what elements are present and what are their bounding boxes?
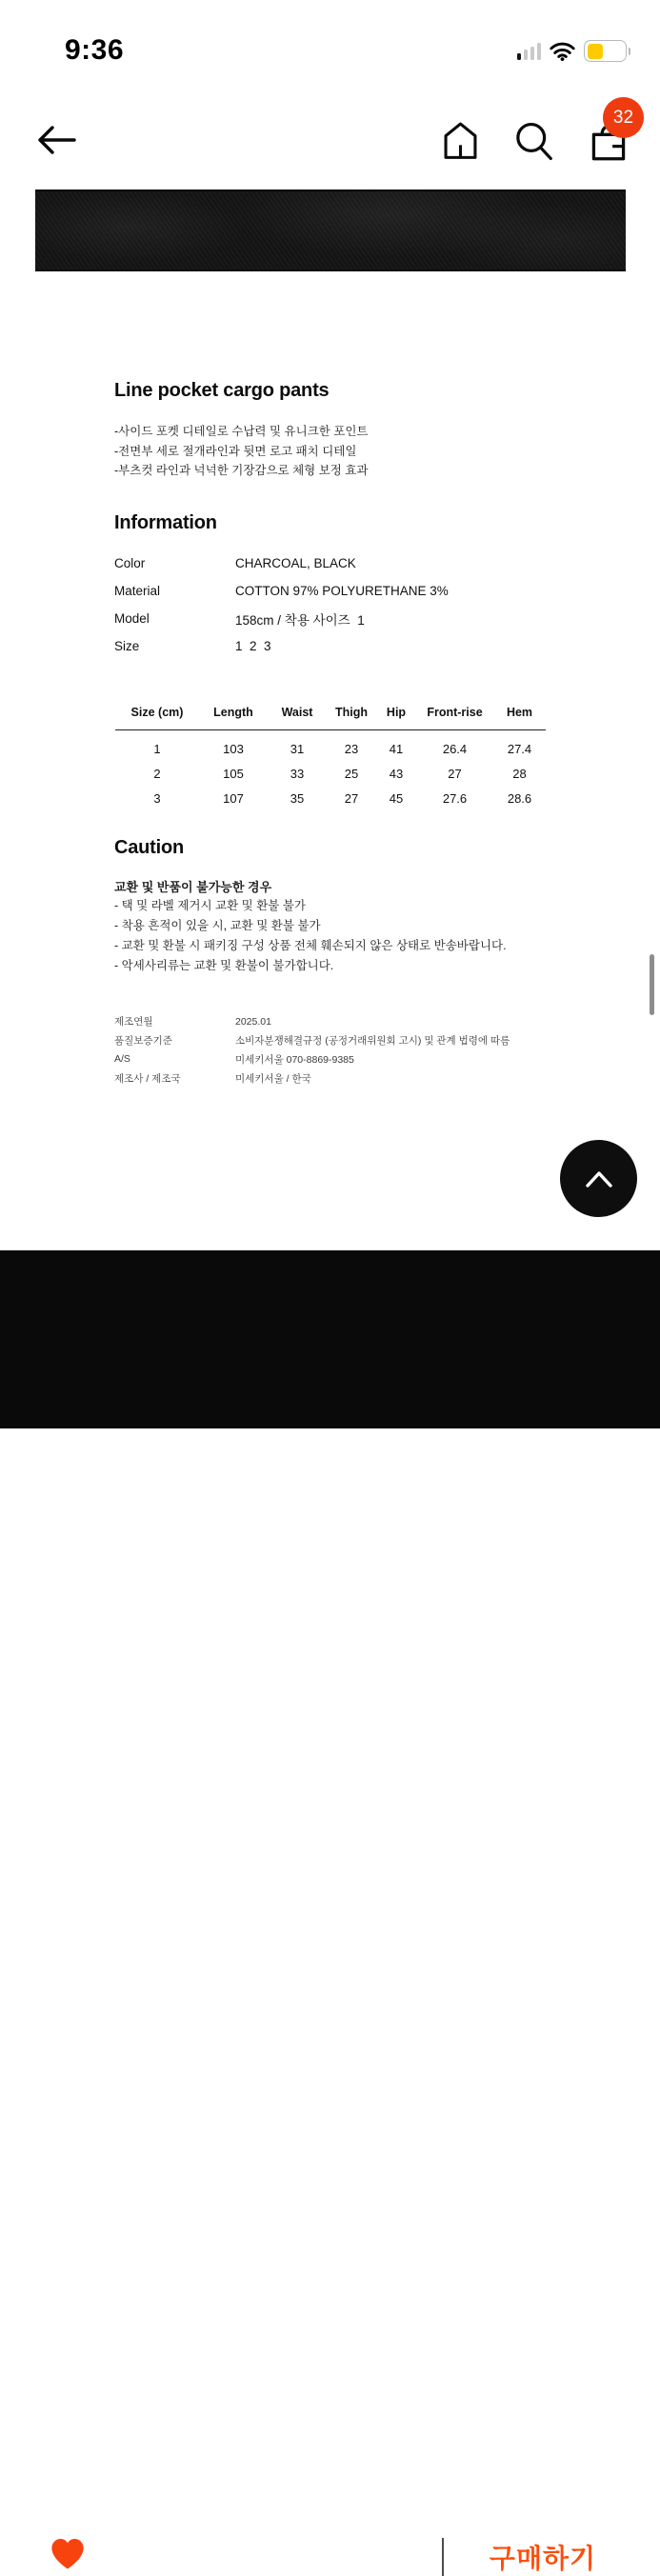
table-cell: 43 — [389, 767, 404, 781]
footer-label: A/S — [114, 1053, 130, 1066]
status-time: 9:36 — [65, 34, 125, 66]
cart-badge[interactable]: 32 — [603, 97, 644, 138]
table-cell: 27 — [344, 791, 359, 806]
info-row — [114, 577, 449, 605]
product-title: Line pocket cargo pants — [114, 380, 330, 401]
manufacture-info — [114, 1012, 510, 1088]
home-icon[interactable] — [442, 121, 479, 160]
table-header-cell: Front-rise — [427, 706, 483, 719]
back-arrow-icon[interactable] — [34, 120, 78, 160]
table-cell: 25 — [344, 767, 359, 781]
table-cell: 27.4 — [507, 742, 532, 756]
cellular-signal-icon — [517, 43, 542, 60]
product-image — [35, 190, 626, 271]
footer-label: 품질보증기준 — [114, 1035, 172, 1048]
table-cell: 105 — [223, 767, 244, 781]
table-row — [115, 730, 546, 762]
table-cell: 41 — [389, 742, 404, 756]
table-cell: 1 — [153, 742, 161, 756]
product-bullet: -사이드 포켓 디테일로 수납력 및 유니크한 포인트 — [114, 425, 369, 438]
footer-row — [114, 1012, 510, 1031]
size-table — [115, 706, 546, 811]
footer-value: 소비자분쟁해결규정 (공정거래위원회 고시) 및 관계 법령에 따름 — [235, 1035, 510, 1048]
heart-icon[interactable] — [48, 2533, 88, 2571]
caution-item: - 착용 흔적이 있을 시, 교환 및 환불 불가 — [114, 919, 321, 932]
caution-heading: Caution — [114, 837, 185, 858]
caution-intro: 교환 및 반품이 불가능한 경우 — [114, 880, 272, 894]
info-label: Size — [114, 639, 140, 653]
table-header-cell: Size (cm) — [130, 706, 184, 719]
table-cell: 26.4 — [442, 742, 468, 756]
gift-button[interactable]: 선물하기 — [289, 2544, 397, 2573]
table-cell: 27 — [448, 767, 462, 781]
bottom-action-bar — [0, 1250, 660, 2573]
footer-value: 미세키서울 070-8869-9385 — [235, 1053, 354, 1066]
information-heading: Information — [114, 512, 217, 533]
table-cell: 3 — [153, 791, 161, 806]
caution-item: - 택 및 라벨 제거시 교환 및 환불 불가 — [114, 899, 306, 912]
info-label: Material — [114, 584, 161, 598]
footer-value: 2025.01 — [235, 1015, 271, 1028]
table-cell: 31 — [290, 742, 305, 756]
info-value: CHARCOAL, BLACK — [235, 556, 356, 570]
info-label: Model — [114, 611, 150, 626]
table-cell: 35 — [290, 791, 305, 806]
scroll-to-top-button[interactable] — [560, 1140, 637, 1217]
table-row — [115, 762, 546, 787]
table-header-cell: Waist — [281, 706, 313, 719]
scrollbar-thumb[interactable] — [650, 954, 654, 1015]
table-cell: 28.6 — [507, 791, 532, 806]
table-cell: 2 — [153, 767, 161, 781]
caution-item: - 악세사리류는 교환 및 환불이 불가합니다. — [114, 959, 334, 972]
table-header-cell: Hip — [386, 706, 407, 719]
footer-row — [114, 1050, 510, 1069]
table-cell: 27.6 — [442, 791, 468, 806]
table-cell: 23 — [344, 742, 359, 756]
footer-label: 제조연월 — [114, 1016, 153, 1028]
info-label: Color — [114, 556, 146, 570]
info-row — [114, 549, 449, 577]
table-row — [115, 787, 546, 811]
size-table-header-row — [115, 706, 546, 730]
caution-list — [114, 896, 507, 976]
footer-value: 미세키서울 / 한국 — [235, 1072, 311, 1085]
footer-label: 제조사 / 제조국 — [114, 1072, 181, 1085]
table-header-cell: Hem — [506, 706, 533, 719]
product-bullet: -부츠컷 라인과 넉넉한 기장감으로 체형 보정 효과 — [114, 464, 369, 478]
footer-row — [114, 1031, 510, 1050]
wifi-icon — [550, 42, 575, 61]
table-cell: 33 — [290, 767, 305, 781]
table-header-cell: Length — [213, 706, 253, 719]
product-bullet: -전면부 세로 절개라인과 뒷면 로고 패치 디테일 — [114, 444, 357, 458]
info-value: 1 2 3 — [235, 639, 271, 653]
bottom-bar-divider — [442, 2538, 444, 2576]
share-icon[interactable] — [139, 2534, 181, 2576]
info-row — [114, 605, 449, 632]
info-row — [114, 632, 449, 660]
info-value: COTTON 97% POLYURETHANE 3% — [235, 584, 449, 598]
caution-item: - 교환 및 환불 시 패키징 구성 상품 전체 훼손되지 않은 상태로 반송바랍니다. — [114, 939, 507, 952]
table-cell: 103 — [223, 742, 244, 756]
battery-icon — [584, 40, 630, 62]
chevron-up-icon — [580, 1166, 618, 1192]
table-cell: 28 — [512, 767, 527, 781]
product-description — [114, 422, 369, 481]
table-header-cell: Thigh — [334, 706, 368, 719]
status-icons — [517, 40, 631, 62]
info-value: 158cm / 착용 사이즈 1 — [235, 612, 365, 628]
search-icon[interactable] — [514, 121, 553, 161]
information-list — [114, 549, 449, 660]
table-cell: 107 — [223, 791, 244, 806]
buy-button[interactable]: 구매하기 — [489, 2544, 597, 2573]
table-cell: 45 — [389, 791, 404, 806]
footer-row — [114, 1068, 510, 1088]
